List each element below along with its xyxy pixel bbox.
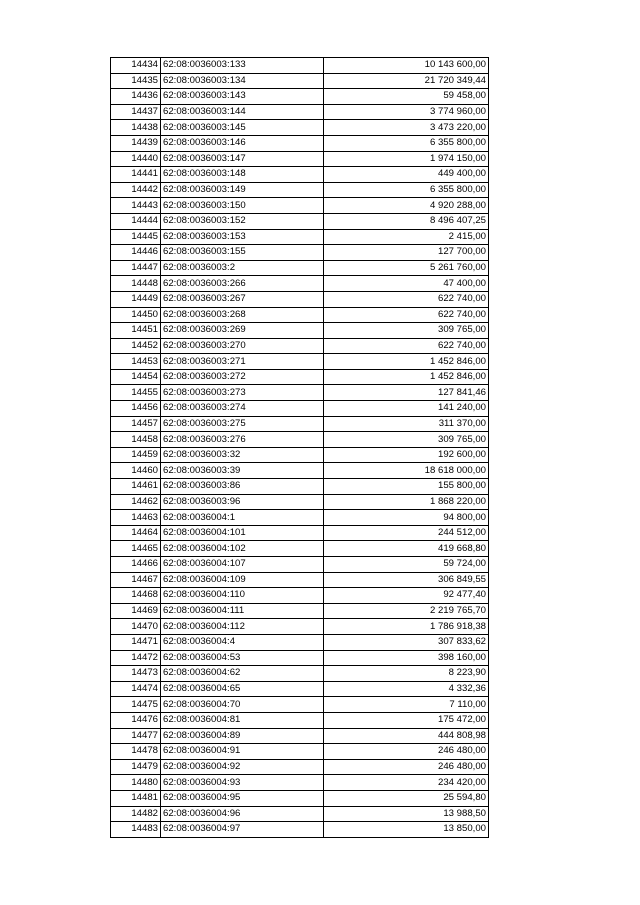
table-row [111,385,489,401]
row-number: 14466 [111,557,161,573]
cadastral-value: 244 512,00 [324,525,489,541]
row-number: 14467 [111,572,161,588]
row-number: 14459 [111,447,161,463]
table-row [111,416,489,432]
row-number: 14481 [111,790,161,806]
table-row [111,58,489,74]
row-number: 14436 [111,89,161,105]
cadastral-number: 62:08:0036003:155 [161,245,324,261]
cadastral-value: 307 833,62 [324,634,489,650]
table-row [111,338,489,354]
table-row [111,120,489,136]
cadastral-value: 1 452 846,00 [324,369,489,385]
cadastral-value: 1 786 918,38 [324,619,489,635]
table-row [111,759,489,775]
cadastral-value: 13 850,00 [324,822,489,838]
table-row [111,619,489,635]
cadastral-number: 62:08:0036003:145 [161,120,324,136]
table-row [111,354,489,370]
cadastral-number: 62:08:0036004:93 [161,775,324,791]
cadastral-value: 246 480,00 [324,759,489,775]
table-row [111,135,489,151]
table-row [111,213,489,229]
cadastral-number: 62:08:0036003:272 [161,369,324,385]
cadastral-number: 62:08:0036004:95 [161,790,324,806]
table-row [111,806,489,822]
table-row [111,245,489,261]
row-number: 14444 [111,213,161,229]
cadastral-number: 62:08:0036004:102 [161,541,324,557]
row-number: 14451 [111,323,161,339]
row-number: 14461 [111,479,161,495]
row-number: 14443 [111,198,161,214]
row-number: 14437 [111,104,161,120]
row-number: 14480 [111,775,161,791]
table-row [111,401,489,417]
row-number: 14458 [111,432,161,448]
row-number: 14473 [111,666,161,682]
table-row [111,276,489,292]
cadastral-value: 6 355 800,00 [324,135,489,151]
cadastral-value: 141 240,00 [324,401,489,417]
cadastral-value: 622 740,00 [324,307,489,323]
cadastral-value: 2 219 765,70 [324,603,489,619]
table-row [111,666,489,682]
table-row [111,572,489,588]
row-number: 14440 [111,151,161,167]
cadastral-number: 62:08:0036004:91 [161,744,324,760]
cadastral-value: 13 988,50 [324,806,489,822]
cadastral-number: 62:08:0036004:109 [161,572,324,588]
row-number: 14468 [111,588,161,604]
table-row [111,525,489,541]
table-row [111,588,489,604]
cadastral-value: 3 774 960,00 [324,104,489,120]
table-row [111,447,489,463]
table-row [111,541,489,557]
cadastral-number: 62:08:0036004:107 [161,557,324,573]
cadastral-value: 306 849,55 [324,572,489,588]
table-row [111,151,489,167]
cadastral-value: 18 618 000,00 [324,463,489,479]
cadastral-value: 622 740,00 [324,291,489,307]
row-number: 14445 [111,229,161,245]
cadastral-number: 62:08:0036003:276 [161,432,324,448]
cadastral-number: 62:08:0036003:148 [161,167,324,183]
row-number: 14447 [111,260,161,276]
cadastral-value: 47 400,00 [324,276,489,292]
cadastral-value: 175 472,00 [324,712,489,728]
cadastral-value: 6 355 800,00 [324,182,489,198]
cadastral-value: 4 332,36 [324,681,489,697]
row-number: 14478 [111,744,161,760]
cadastral-value: 21 720 349,44 [324,73,489,89]
cadastral-value: 444 808,98 [324,728,489,744]
row-number: 14474 [111,681,161,697]
table-row [111,198,489,214]
cadastral-value: 234 420,00 [324,775,489,791]
cadastral-value: 192 600,00 [324,447,489,463]
cadastral-value: 398 160,00 [324,650,489,666]
cadastral-number: 62:08:0036003:153 [161,229,324,245]
table-body [111,58,489,838]
row-number: 14471 [111,634,161,650]
cadastral-value: 1 452 846,00 [324,354,489,370]
cadastral-number: 62:08:0036004:96 [161,806,324,822]
row-number: 14475 [111,697,161,713]
row-number: 14446 [111,245,161,261]
cadastral-number: 62:08:0036003:271 [161,354,324,370]
cadastral-number: 62:08:0036003:134 [161,73,324,89]
row-number: 14441 [111,167,161,183]
cadastral-value: 2 415,00 [324,229,489,245]
table-row [111,557,489,573]
table-row [111,603,489,619]
table-row [111,463,489,479]
cadastral-value: 155 800,00 [324,479,489,495]
row-number: 14472 [111,650,161,666]
row-number: 14438 [111,120,161,136]
row-number: 14482 [111,806,161,822]
cadastral-value: 622 740,00 [324,338,489,354]
cadastral-number: 62:08:0036003:143 [161,89,324,105]
cadastral-value: 311 370,00 [324,416,489,432]
row-number: 14464 [111,525,161,541]
table-row [111,510,489,526]
cadastral-number: 62:08:0036003:275 [161,416,324,432]
cadastral-value: 59 458,00 [324,89,489,105]
row-number: 14455 [111,385,161,401]
row-number: 14457 [111,416,161,432]
cadastral-number: 62:08:0036004:111 [161,603,324,619]
cadastral-value: 127 841,46 [324,385,489,401]
cadastral-number: 62:08:0036003:2 [161,260,324,276]
row-number: 14479 [111,759,161,775]
cadastral-value: 309 765,00 [324,432,489,448]
row-number: 14462 [111,494,161,510]
row-number: 14452 [111,338,161,354]
row-number: 14442 [111,182,161,198]
row-number: 14434 [111,58,161,74]
row-number: 14460 [111,463,161,479]
row-number: 14456 [111,401,161,417]
cadastral-value: 25 594,80 [324,790,489,806]
row-number: 14454 [111,369,161,385]
cadastral-number: 62:08:0036003:144 [161,104,324,120]
table-row [111,728,489,744]
cadastral-number: 62:08:0036004:62 [161,666,324,682]
table-row [111,182,489,198]
cadastral-number: 62:08:0036004:101 [161,525,324,541]
table-row [111,681,489,697]
cadastral-number: 62:08:0036003:86 [161,479,324,495]
table-row [111,712,489,728]
table-row [111,89,489,105]
row-number: 14439 [111,135,161,151]
table-row [111,369,489,385]
cadastral-number: 62:08:0036003:39 [161,463,324,479]
table-row [111,260,489,276]
row-number: 14435 [111,73,161,89]
table-row [111,307,489,323]
cadastral-number: 62:08:0036004:89 [161,728,324,744]
cadastral-value: 449 400,00 [324,167,489,183]
row-number: 14463 [111,510,161,526]
row-number: 14453 [111,354,161,370]
cadastral-number: 62:08:0036003:32 [161,447,324,463]
cadastral-number: 62:08:0036004:4 [161,634,324,650]
table-row [111,479,489,495]
table-row [111,650,489,666]
cadastral-number: 62:08:0036003:146 [161,135,324,151]
cadastral-number: 62:08:0036003:147 [161,151,324,167]
table-row [111,634,489,650]
cadastral-value: 1 974 150,00 [324,151,489,167]
cadastral-number: 62:08:0036003:150 [161,198,324,214]
cadastral-value: 1 868 220,00 [324,494,489,510]
row-number: 14465 [111,541,161,557]
row-number: 14483 [111,822,161,838]
cadastral-value: 419 668,80 [324,541,489,557]
cadastral-value: 3 473 220,00 [324,120,489,136]
cadastral-value: 10 143 600,00 [324,58,489,74]
table-row [111,822,489,838]
cadastral-number: 62:08:0036004:112 [161,619,324,635]
table-row [111,790,489,806]
cadastral-value: 59 724,00 [324,557,489,573]
table-row [111,323,489,339]
cadastral-number: 62:08:0036004:1 [161,510,324,526]
cadastral-number: 62:08:0036004:110 [161,588,324,604]
table-row [111,494,489,510]
table-row [111,167,489,183]
cadastral-value: 94 800,00 [324,510,489,526]
row-number: 14470 [111,619,161,635]
table-row [111,291,489,307]
row-number: 14469 [111,603,161,619]
cadastral-number: 62:08:0036004:65 [161,681,324,697]
table-row [111,229,489,245]
table-row [111,775,489,791]
cadastral-value: 4 920 288,00 [324,198,489,214]
cadastral-value: 127 700,00 [324,245,489,261]
cadastral-number: 62:08:0036003:96 [161,494,324,510]
cadastral-number: 62:08:0036003:270 [161,338,324,354]
cadastral-value-table [110,57,489,838]
cadastral-number: 62:08:0036003:269 [161,323,324,339]
cadastral-number: 62:08:0036003:274 [161,401,324,417]
cadastral-value: 7 110,00 [324,697,489,713]
cadastral-number: 62:08:0036004:53 [161,650,324,666]
cadastral-number: 62:08:0036003:267 [161,291,324,307]
cadastral-number: 62:08:0036003:133 [161,58,324,74]
row-number: 14476 [111,712,161,728]
cadastral-number: 62:08:0036004:70 [161,697,324,713]
row-number: 14477 [111,728,161,744]
cadastral-value: 309 765,00 [324,323,489,339]
cadastral-number: 62:08:0036004:97 [161,822,324,838]
cadastral-number: 62:08:0036003:149 [161,182,324,198]
table-row [111,744,489,760]
cadastral-value: 8 496 407,25 [324,213,489,229]
table-row [111,432,489,448]
row-number: 14450 [111,307,161,323]
row-number: 14448 [111,276,161,292]
cadastral-value: 92 477,40 [324,588,489,604]
table-row [111,73,489,89]
cadastral-value: 246 480,00 [324,744,489,760]
cadastral-number: 62:08:0036003:266 [161,276,324,292]
cadastral-number: 62:08:0036003:273 [161,385,324,401]
row-number: 14449 [111,291,161,307]
cadastral-value: 5 261 760,00 [324,260,489,276]
cadastral-number: 62:08:0036003:152 [161,213,324,229]
table-row [111,697,489,713]
table-row [111,104,489,120]
cadastral-number: 62:08:0036003:268 [161,307,324,323]
cadastral-number: 62:08:0036004:92 [161,759,324,775]
cadastral-number: 62:08:0036004:81 [161,712,324,728]
cadastral-value: 8 223,90 [324,666,489,682]
